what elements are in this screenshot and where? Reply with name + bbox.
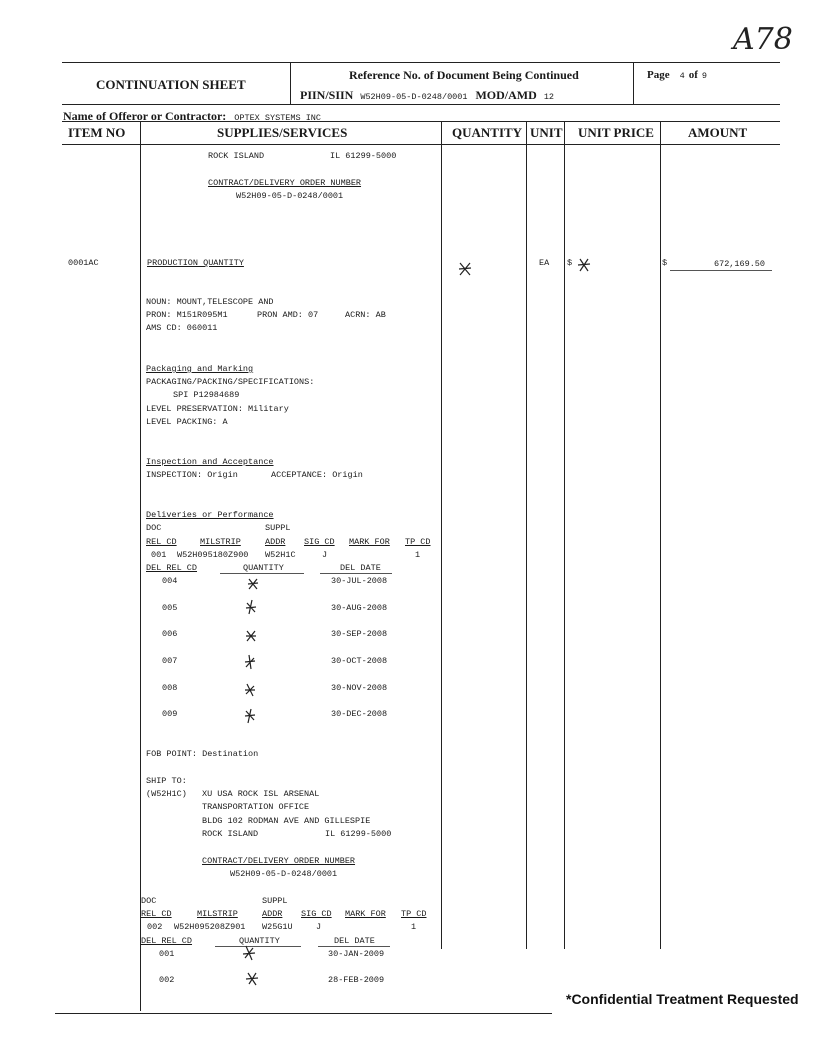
reference-label: Reference No. of Document Being Continued xyxy=(349,68,579,82)
del-date-underline xyxy=(320,573,392,574)
deliveries2-addr: ADDR xyxy=(262,909,283,919)
page-label: Page xyxy=(647,69,670,81)
deliveries-sig-cd: SIG CD xyxy=(304,537,335,547)
deliveries2-del-date: DEL DATE xyxy=(334,936,375,946)
deliveries-suppl: SUPPL xyxy=(265,523,291,533)
schedule-rel: 008 xyxy=(162,683,178,693)
col-header-quantity: QUANTITY xyxy=(452,125,523,140)
acceptance-origin: ACCEPTANCE: Origin xyxy=(271,470,363,480)
quantity-underline xyxy=(220,573,304,574)
deliveries2-row-tp: 1 xyxy=(411,922,417,932)
packaging-heading: Packaging and Marking xyxy=(146,364,254,374)
header-top-rule xyxy=(62,62,780,63)
ship-to-line1: XU USA ROCK ISL ARSENAL xyxy=(202,789,320,799)
top-contract-heading: CONTRACT/DELIVERY ORDER NUMBER xyxy=(208,178,362,188)
deliveries2-row-addr: W25G1U xyxy=(262,922,293,932)
col-line-price xyxy=(660,121,661,949)
packaging-spi: SPI P12984689 xyxy=(173,390,240,400)
top-state-zip: IL 61299-5000 xyxy=(330,151,397,161)
packaging-specs: PACKAGING/PACKING/SPECIFICATIONS: xyxy=(146,377,315,387)
offeror-value: OPTEX SYSTEMS INC xyxy=(234,113,321,123)
page-of: of xyxy=(688,69,698,81)
packaging-preservation: LEVEL PRESERVATION: Military xyxy=(146,404,289,414)
ship-to-city: ROCK ISLAND xyxy=(202,829,259,839)
redacted-quantity-mark xyxy=(243,683,257,697)
amount-symbol: $ xyxy=(662,258,668,268)
deliveries2-mark-for: MARK FOR xyxy=(345,909,386,919)
deliveries-rel-cd: REL CD xyxy=(146,537,177,547)
schedule-date: 30-NOV-2008 xyxy=(331,683,388,693)
col-header-unit: UNIT xyxy=(530,125,563,140)
schedule-date: 30-JUL-2008 xyxy=(331,576,388,586)
schedule-rel: 007 xyxy=(162,656,178,666)
schedule2-date: 30-JAN-2009 xyxy=(328,949,385,959)
inspection-origin: INSPECTION: Origin xyxy=(146,470,238,480)
col-line-item xyxy=(140,121,141,1011)
deliveries2-row-rel: 002 xyxy=(147,922,163,932)
redacted-quantity-mark xyxy=(244,629,258,643)
redacted-quantity-mark xyxy=(244,599,258,615)
schedule-date: 30-DEC-2008 xyxy=(331,709,388,719)
del-date2-underline xyxy=(318,946,390,947)
col-header-item-no: ITEM NO xyxy=(68,125,126,140)
deliveries-quantity: QUANTITY xyxy=(243,563,284,573)
ship-to-contract-heading: CONTRACT/DELIVERY ORDER NUMBER xyxy=(202,856,356,866)
mod-label: MOD/AMD xyxy=(475,88,537,102)
deliveries-tp-cd: TP CD xyxy=(405,537,431,547)
top-contract-number: W52H09-05-D-0248/0001 xyxy=(236,191,344,201)
sheet-title: CONTINUATION SHEET xyxy=(96,77,246,92)
ship-to-line3: BLDG 102 RODMAN AVE AND GILLESPIE xyxy=(202,816,371,826)
col-header-amount: AMOUNT xyxy=(688,125,748,140)
header-divider-1 xyxy=(290,62,291,104)
deliveries2-row-milstrip: W52H095208Z901 xyxy=(174,922,246,932)
packaging-packing: LEVEL PACKING: A xyxy=(146,417,228,427)
header-bottom-rule xyxy=(62,104,780,105)
ship-to-code: (W52H1C) xyxy=(146,789,187,799)
redacted-quantity-mark xyxy=(241,945,257,961)
offeror-row xyxy=(63,107,321,125)
deliveries-doc: DOC xyxy=(146,523,162,533)
schedule2-date: 28-FEB-2009 xyxy=(328,975,385,985)
redacted-quantity-mark xyxy=(243,654,257,670)
ship-to-state-zip: IL 61299-5000 xyxy=(325,829,392,839)
ship-to-contract-number: W52H09-05-D-0248/0001 xyxy=(230,869,338,879)
deliveries-del-rel-cd: DEL REL CD xyxy=(146,563,198,573)
pron-line: PRON: M151R095M1 xyxy=(146,310,228,320)
schedule2-rel: 001 xyxy=(159,949,175,959)
item-description: PRODUCTION QUANTITY xyxy=(147,258,244,268)
confidential-notice: *Confidential Treatment Requested xyxy=(566,991,799,1007)
deliveries-row-tp: 1 xyxy=(415,550,421,560)
fob-point: FOB POINT: Destination xyxy=(146,749,259,759)
deliveries2-rel-cd: REL CD xyxy=(141,909,172,919)
acrn: ACRN: AB xyxy=(345,310,386,320)
piin-label: PIIN/SIIN xyxy=(300,88,354,102)
deliveries2-suppl: SUPPL xyxy=(262,896,288,906)
mod-value: 12 xyxy=(543,92,555,102)
deliveries2-tp-cd: TP CD xyxy=(401,909,427,919)
page-indicator xyxy=(647,65,707,83)
ams-cd: AMS CD: 060011 xyxy=(146,323,218,333)
deliveries-mark-for: MARK FOR xyxy=(349,537,390,547)
col-header-unit-price: UNIT PRICE xyxy=(578,125,654,140)
schedule-rel: 009 xyxy=(162,709,178,719)
piin-value: W52H09-05-D-0248/0001 xyxy=(360,92,468,102)
page-total: 9 xyxy=(701,71,707,81)
redacted-quantity-mark xyxy=(457,261,473,277)
amount-underline xyxy=(670,270,772,271)
deliveries-addr: ADDR xyxy=(265,537,286,547)
deliveries-milstrip: MILSTRIP xyxy=(200,537,241,547)
offeror-label: Name of Offeror or Contractor: xyxy=(63,109,227,123)
schedule-date: 30-SEP-2008 xyxy=(331,629,388,639)
header-divider-2 xyxy=(633,62,634,104)
redacted-quantity-mark xyxy=(246,577,260,591)
deliveries2-milstrip: MILSTRIP xyxy=(197,909,238,919)
price-symbol: $ xyxy=(567,258,573,268)
deliveries2-del-rel-cd: DEL REL CD xyxy=(141,936,193,946)
handwritten-page-annotation: A78 xyxy=(733,22,793,57)
schedule2-rel: 002 xyxy=(159,975,175,985)
columns-top-rule xyxy=(62,121,780,122)
amount-value: 672,169.50 xyxy=(714,259,766,269)
col-line-quantity xyxy=(526,121,527,949)
pron-amd: PRON AMD: 07 xyxy=(257,310,319,320)
col-line-unit xyxy=(564,121,565,949)
deliveries2-quantity: QUANTITY xyxy=(239,936,280,946)
deliveries-row-sig: J xyxy=(322,550,328,560)
top-city: ROCK ISLAND xyxy=(208,151,265,161)
schedule-rel: 004 xyxy=(162,576,178,586)
columns-bottom-rule xyxy=(62,144,780,145)
deliveries2-doc: DOC xyxy=(141,896,157,906)
piin-row xyxy=(300,86,554,104)
col-line-supplies xyxy=(441,121,442,949)
schedule-date: 30-OCT-2008 xyxy=(331,656,388,666)
deliveries2-sig-cd: SIG CD xyxy=(301,909,332,919)
page-number: 4 xyxy=(679,71,685,81)
redacted-quantity-mark xyxy=(244,971,260,987)
deliveries-row-milstrip: W52H095180Z900 xyxy=(177,550,249,560)
item-number: 0001AC xyxy=(68,258,99,268)
schedule-rel: 006 xyxy=(162,629,178,639)
footer-rule xyxy=(55,1013,552,1014)
deliveries2-row-sig: J xyxy=(316,922,322,932)
redacted-quantity-mark xyxy=(243,708,257,724)
item-unit: EA xyxy=(539,258,550,268)
schedule-rel: 005 xyxy=(162,603,178,613)
deliveries-row-addr: W52H1C xyxy=(265,550,296,560)
inspection-heading: Inspection and Acceptance xyxy=(146,457,274,467)
deliveries-row-rel: 001 xyxy=(151,550,167,560)
schedule-date: 30-AUG-2008 xyxy=(331,603,388,613)
noun-line: NOUN: MOUNT,TELESCOPE AND xyxy=(146,297,274,307)
ship-to-line2: TRANSPORTATION OFFICE xyxy=(202,802,310,812)
redacted-price-mark xyxy=(576,258,592,272)
deliveries-heading: Deliveries or Performance xyxy=(146,510,274,520)
quantity2-underline xyxy=(215,946,301,947)
deliveries-del-date: DEL DATE xyxy=(340,563,381,573)
ship-to-label: SHIP TO: xyxy=(146,776,187,786)
col-header-supplies: SUPPLIES/SERVICES xyxy=(217,125,348,140)
